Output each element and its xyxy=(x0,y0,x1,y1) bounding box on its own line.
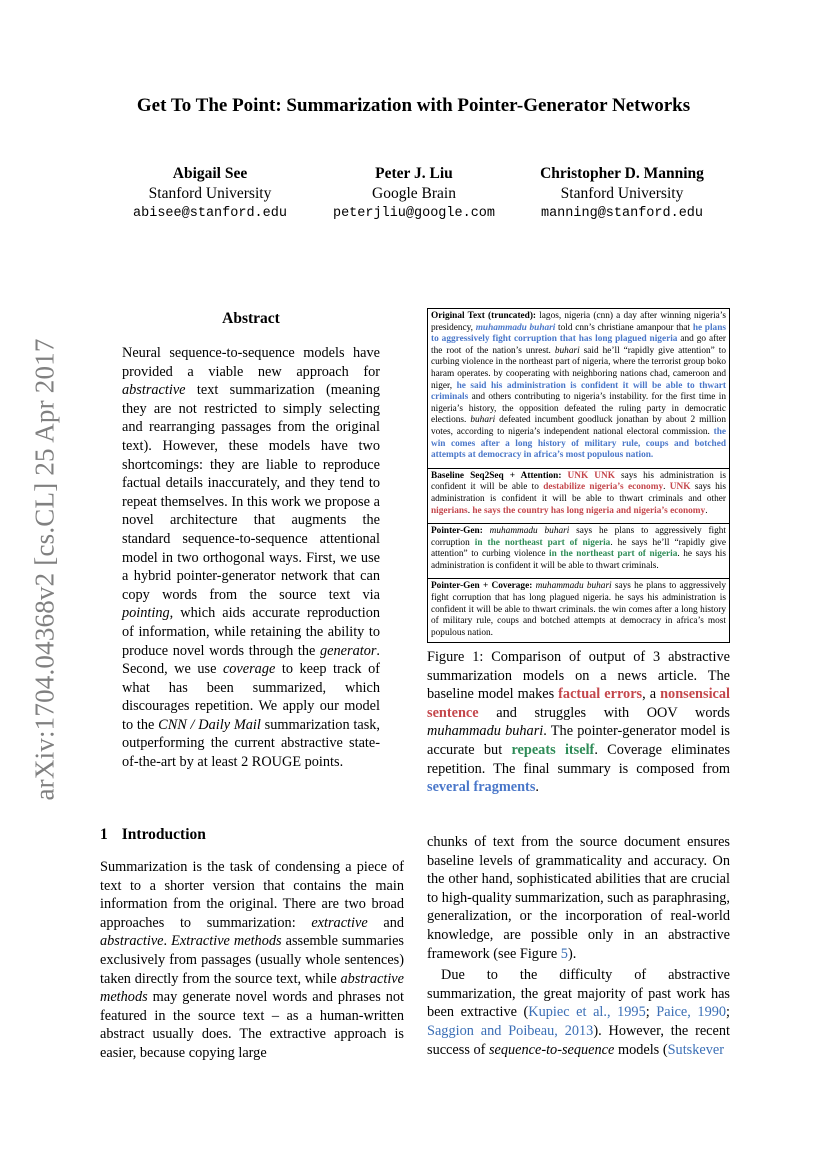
author-name: Abigail See xyxy=(172,165,248,182)
section-heading-introduction: 1 Introduction xyxy=(100,826,206,843)
author-name: Peter J. Liu xyxy=(375,165,453,182)
baseline-panel: Baseline Seq2Seq + Attention: UNK UNK says his administration is confident it will be able to destabilize nigeria’s economy. UNK says his administration is confident it will be able to thwart criminals and other nigerians. he says the country has long nigeria and nigeria’s economy. xyxy=(428,468,729,520)
author-affiliation: Stanford University xyxy=(560,185,684,202)
citation-saggion[interactable]: Saggion and Poibeau, 2013 xyxy=(427,1022,594,1039)
arxiv-watermark: arXiv:1704.04368v2 [cs.CL] 25 Apr 2017 xyxy=(29,338,60,801)
author-name: Christopher D. Manning xyxy=(540,165,704,182)
intro-paragraph-1: Summarization is the task of condensing a piece of text to a shorter version that contains the main information from the original. There are two broad approaches to summarization: extractive and abstractive. Extractive methods assemble summaries exclusively from passages (usually whole sentences) taken directly from the source text, while abstractive methods may generate novel words and phrases not featured in the source text – as a human-written abstract usually does. The extractive approach is easier, because copying large xyxy=(100,859,404,1061)
author-email: peterjliu@google.com xyxy=(332,206,496,221)
citation-paice[interactable]: Paice, 1990 xyxy=(656,1004,727,1021)
figure-1-box xyxy=(427,308,730,643)
pointer-gen-coverage-panel: Pointer-Gen + Coverage: muhammadu buhari says he plans to aggressively fight corruption that has long plagued nigeria. he says his administration is confident it will be able to thwart criminals. the win comes after a long history of military rule, coups and botched attempts at democracy in africa’s most populous nation. xyxy=(428,578,729,642)
intro-paragraph-1-continued: chunks of text from the source document ensures baseline levels of grammaticality and accuracy. On the other hand, sophisticated abilities that are crucial to high-quality summarization, such as paraphrasing, generalization, or the incorporation of real-world knowledge, are possible only in an abstractive framework (see Figure 5). xyxy=(427,834,730,962)
abstract-heading: Abstract xyxy=(222,310,280,327)
intro-right-column xyxy=(427,833,730,1059)
intro-paragraph-2: Due to the difficulty of abstractive summarization, the great majority of past work has been extractive (Kupiec et al., 1995; Paice, 1990; Saggion and Poibeau, 2013). However, the recent success of sequence-to-sequence models (Sutskever xyxy=(427,967,730,1058)
figure-5-link[interactable]: 5 xyxy=(560,945,568,962)
abstract-text: Neural sequence-to-sequence models have provided a viable new approach for abstractive text summarization (meaning they are not restricted to simply selecting and rearranging passages from the original text). However, these models have two shortcomings: they are liable to reproduce factual details inaccurately, and they tend to repeat themselves. In this work we propose a novel architecture that augments the standard sequence-to-sequence attentional model in two orthogonal ways. First, we use a hybrid pointer-generator network that can copy words from the source text via pointing, which aids accurate reproduction of information, while retaining the ability to produce novel words through the generator. Second, we use coverage to keep track of what has been summarized, which discourages repetition. We apply our model to the CNN / Daily Mail summarization task, outperforming the current abstractive state-of-the-art by at least 2 ROUGE points. xyxy=(122,345,380,771)
author-2 xyxy=(304,164,524,224)
original-text-panel: Original Text (truncated): lagos, nigeria (cnn) a day after winning nigeria’s presidency, muhammadu buhari told cnn’s christiane amanpour that he plans to aggressively fight corruption that has long plagued nigeria and go after the root of the nation’s unrest. buhari said he’ll “rapidly give attention” to curbing violence in the northeast part of nigeria, where the terrorist group boko haram operates. by cooperating with neighboring nations chad, cameroon and niger, he said his administration is confident it will be able to thwart criminals and others contributing to nigeria’s instability. for the first time in nigeria’s history, the opposition defeated the ruling party in democratic elections. buhari defeated incumbent goodluck jonathan by about 2 million votes, according to nigeria’s independent national electoral commission. the win comes after a long history of military rule, coups and botched attempts at democracy in africa’s most populous nation. xyxy=(431,311,726,461)
author-1 xyxy=(100,164,320,224)
citation-kupiec[interactable]: Kupiec et al., 1995 xyxy=(528,1004,646,1021)
author-3 xyxy=(512,164,732,224)
author-affiliation: Stanford University xyxy=(148,185,272,202)
author-affiliation: Google Brain xyxy=(372,185,456,202)
citation-sutskever[interactable]: Sutskever xyxy=(667,1041,724,1058)
pointer-gen-panel: Pointer-Gen: muhammadu buhari says he plans to aggressively fight corruption in the northeast part of nigeria. he says he’ll “rapidly give attention” to curbing violence in the northeast part of nigeria. he says his administration is confident it will be able to thwart criminals. xyxy=(428,523,729,575)
author-email: manning@stanford.edu xyxy=(540,206,704,221)
figure-1-caption: Figure 1: Comparison of output of 3 abstractive summarization models on a news article. The baseline model makes factual errors, a nonsensical sentence and struggles with OOV words muhammadu buhari. The pointer-generator model is accurate but repeats itself. Coverage eliminates repetition. The final summary is composed from several fragments. xyxy=(427,649,731,796)
author-email: abisee@stanford.edu xyxy=(133,206,287,221)
paper-title: Get To The Point: Summarization with Pointer-Generator Networks xyxy=(136,95,691,116)
